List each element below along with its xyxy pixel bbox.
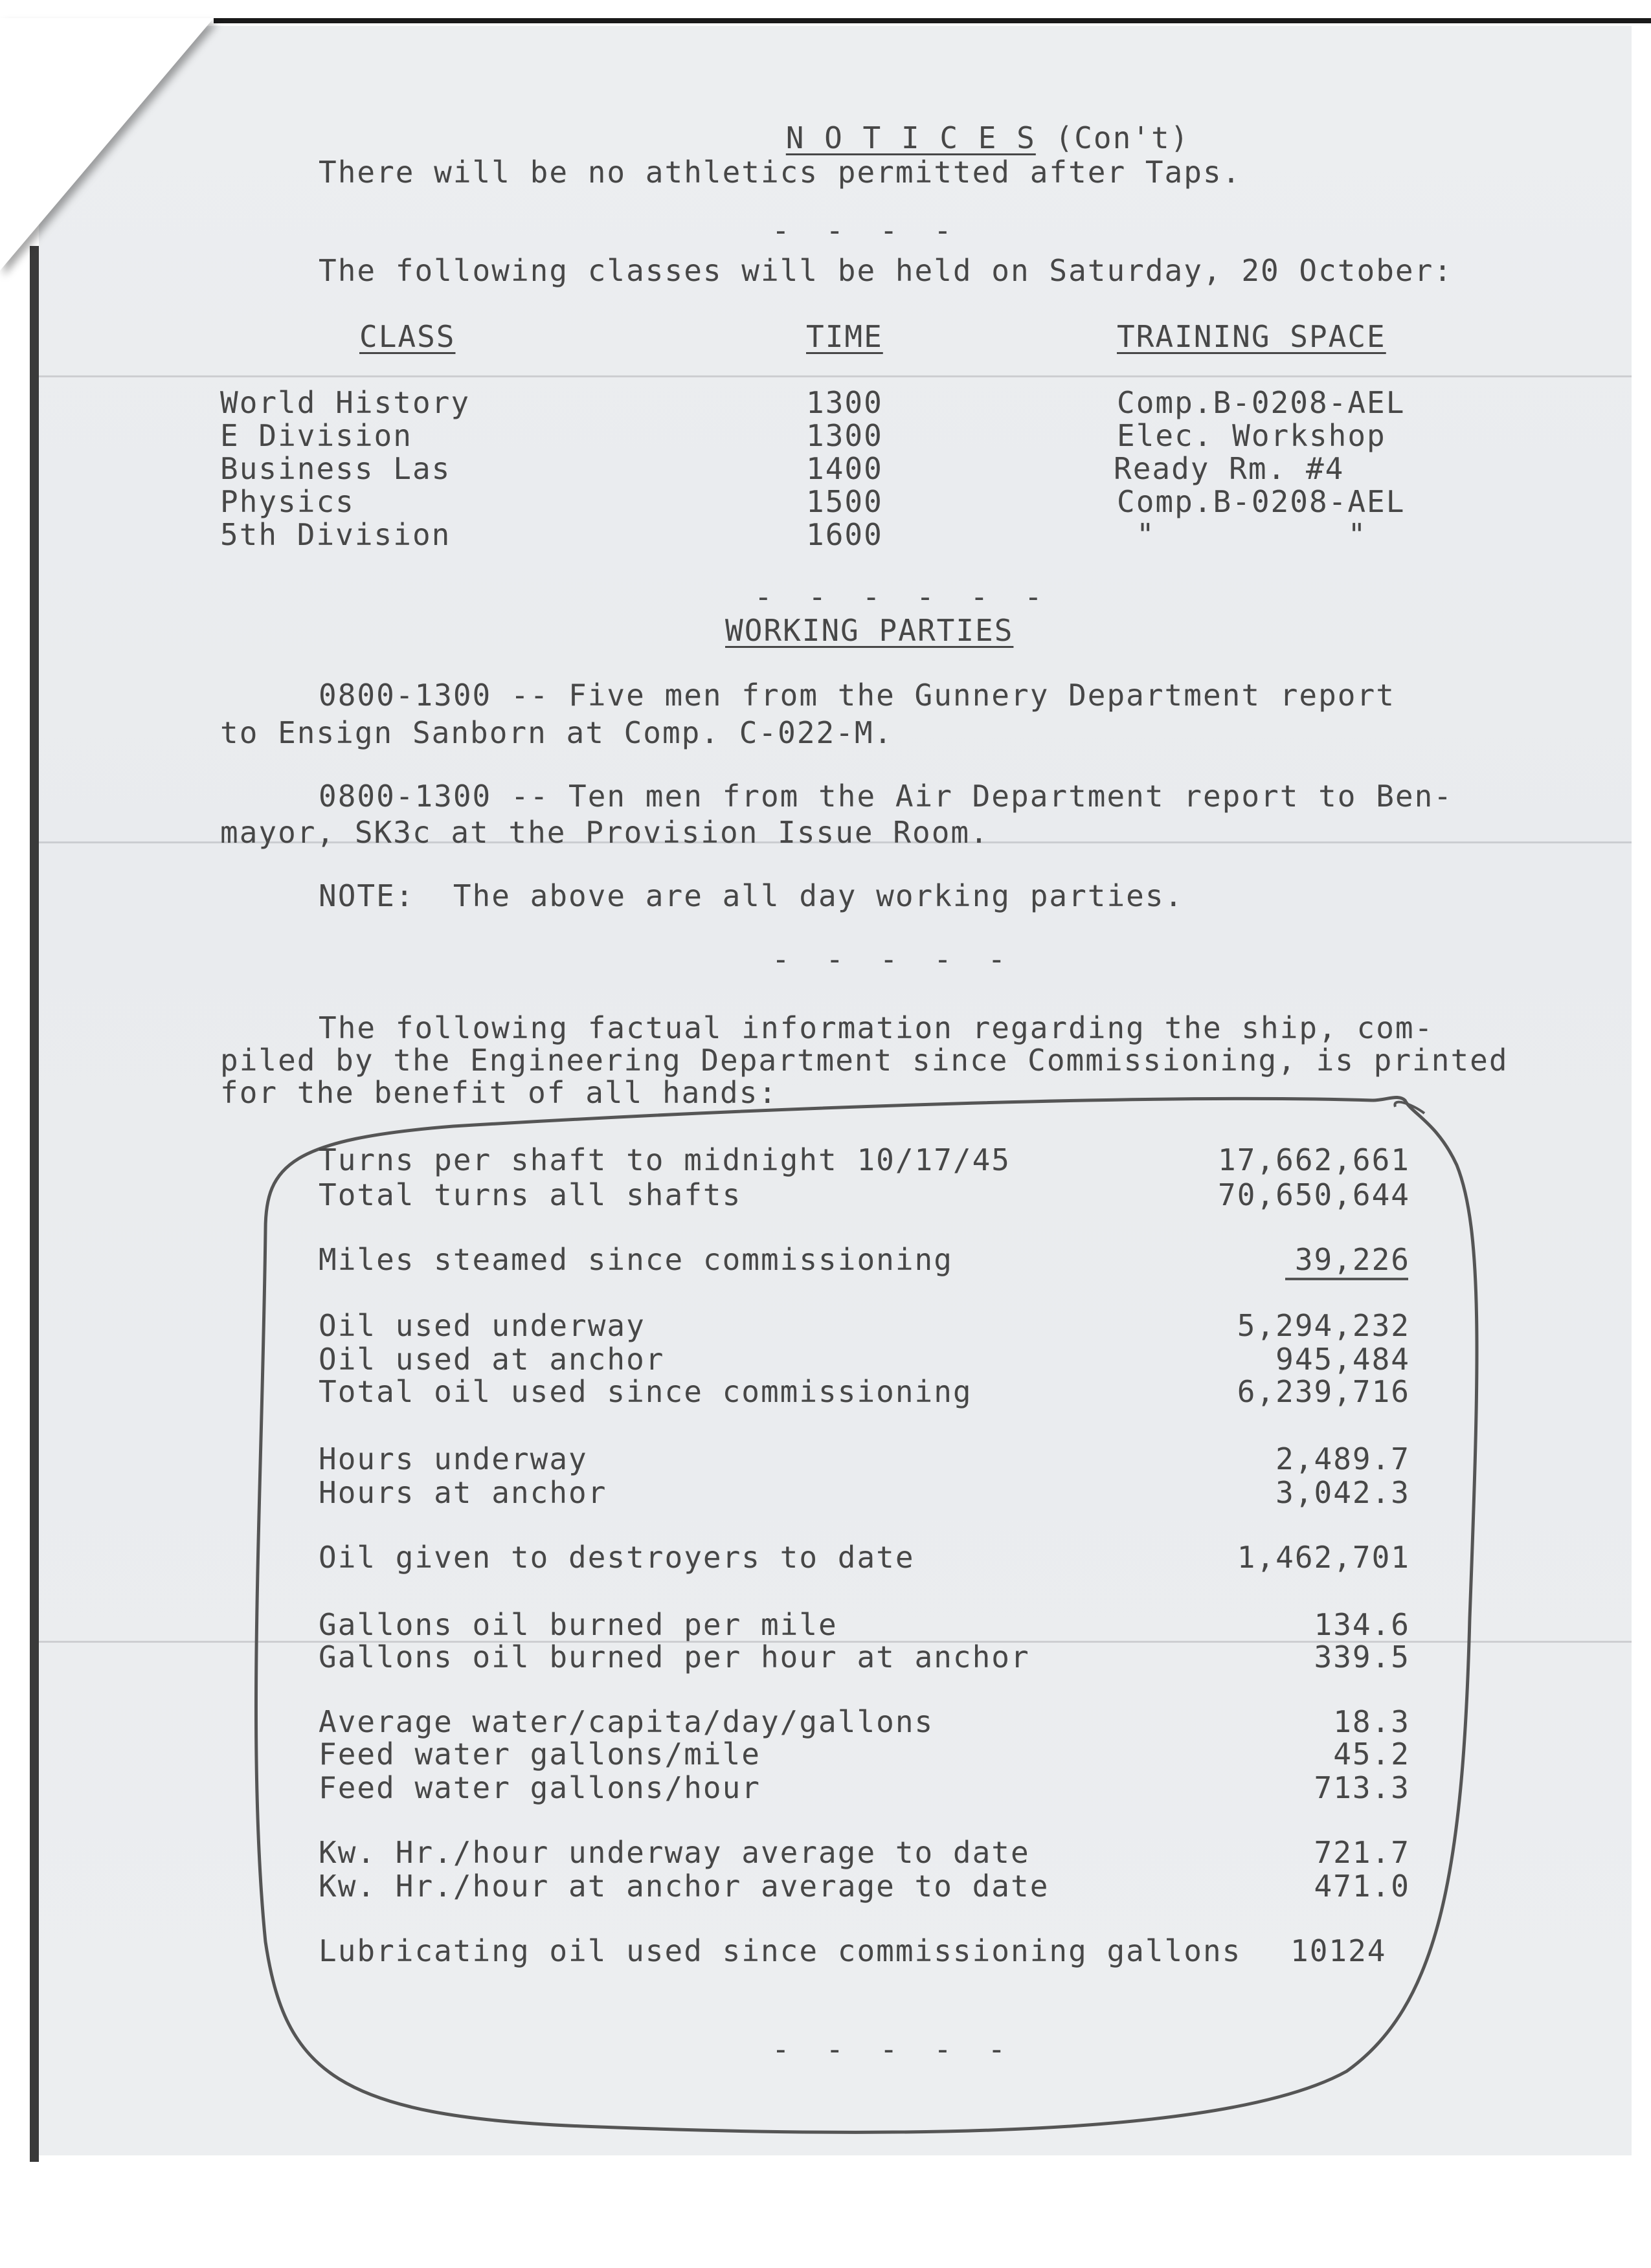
stat-value: 18.3 xyxy=(1333,1704,1410,1739)
stat-value: 2,489.7 xyxy=(1275,1441,1410,1476)
stat-value: 70,650,644 xyxy=(1218,1177,1410,1212)
separator: - - - - xyxy=(772,213,961,248)
stat-label: Total turns all shafts xyxy=(319,1177,742,1212)
stat-value: 713.3 xyxy=(1314,1770,1410,1805)
factual-intro-line1: The following factual information regarding the ship, com- xyxy=(319,1010,1434,1045)
stat-label: Hours underway xyxy=(319,1441,588,1476)
stat-value: 1,462,701 xyxy=(1237,1540,1410,1575)
separator: - - - - - xyxy=(772,2032,1015,2067)
class-name: World History xyxy=(220,385,471,420)
separator: - - - - - xyxy=(772,942,1015,977)
stat-label: Feed water gallons/hour xyxy=(319,1770,761,1805)
class-time: 1600 xyxy=(806,517,883,552)
factual-intro-line2: piled by the Engineering Department since Commissioning, is printed xyxy=(220,1043,1509,1078)
stat-label: Kw. Hr./hour at anchor average to date xyxy=(319,1869,1050,1904)
working-party-1-line1: 0800-1300 -- Five men from the Gunnery Department report xyxy=(319,678,1395,713)
column-header-time: TIME xyxy=(806,319,883,354)
class-name: E Division xyxy=(220,418,412,453)
stat-label: Oil used underway xyxy=(319,1308,646,1343)
athletics-notice: There will be no athletics permitted after Taps. xyxy=(319,155,1242,190)
classes-intro: The following classes will be held on Saturday, 20 October: xyxy=(319,253,1453,288)
working-party-1-line2: to Ensign Sanborn at Comp. C-022-M. xyxy=(220,715,893,750)
class-time: 1300 xyxy=(806,418,883,453)
column-header-class: CLASS xyxy=(359,319,456,354)
title-continued: (Con't) xyxy=(1055,120,1190,155)
stat-label: Oil given to destroyers to date xyxy=(319,1540,915,1575)
class-space-ditto: " " xyxy=(1136,517,1367,552)
stat-label: Gallons oil burned per hour at anchor xyxy=(319,1640,1030,1674)
class-space: Ready Rm. #4 xyxy=(1114,451,1345,486)
title-notices: N O T I C E S xyxy=(785,120,1036,155)
class-time: 1400 xyxy=(806,451,883,486)
class-name: Business Las xyxy=(220,451,451,486)
class-space: Comp.B-0208-AEL xyxy=(1117,385,1406,420)
stat-label: Miles steamed since commissioning xyxy=(319,1242,953,1277)
stat-value: 45.2 xyxy=(1333,1737,1410,1772)
stat-label: Turns per shaft to midnight 10/17/45 xyxy=(319,1142,1011,1177)
stat-value: 945,484 xyxy=(1275,1342,1410,1377)
separator: - - - - - - xyxy=(754,579,1051,614)
working-parties-heading: WORKING PARTIES xyxy=(725,613,1014,648)
stat-label: Gallons oil burned per mile xyxy=(319,1607,838,1642)
stat-value: 339.5 xyxy=(1314,1640,1410,1674)
stat-value: 134.6 xyxy=(1314,1607,1410,1642)
stat-value: 39,226 xyxy=(1294,1242,1410,1277)
stat-value: 5,294,232 xyxy=(1237,1308,1410,1343)
stat-value: 721.7 xyxy=(1314,1835,1410,1870)
stat-label: Kw. Hr./hour underway average to date xyxy=(319,1835,1030,1870)
stat-value: 471.0 xyxy=(1314,1869,1410,1904)
stat-label: Average water/capita/day/gallons xyxy=(319,1704,934,1739)
stat-value: 3,042.3 xyxy=(1275,1475,1410,1510)
stat-label: Lubricating oil used since commissioning gallons xyxy=(319,1933,1242,1968)
stat-label: Total oil used since commissioning xyxy=(319,1374,972,1409)
class-name: Physics xyxy=(220,484,355,519)
class-name: 5th Division xyxy=(220,517,451,552)
class-space: Elec. Workshop xyxy=(1117,418,1386,453)
stat-value: 6,239,716 xyxy=(1237,1374,1410,1409)
stat-label: Feed water gallons/mile xyxy=(319,1737,761,1772)
working-parties-note: NOTE: The above are all day working parties. xyxy=(319,878,1184,913)
working-party-2-line2: mayor, SK3c at the Provision Issue Room. xyxy=(220,815,989,850)
column-header-training-space: TRAINING SPACE xyxy=(1117,319,1386,354)
stat-label: Oil used at anchor xyxy=(319,1342,665,1377)
stat-value: 10124 xyxy=(1290,1933,1387,1968)
stat-label: Hours at anchor xyxy=(319,1475,607,1510)
class-time: 1500 xyxy=(806,484,883,519)
factual-intro-line3: for the benefit of all hands: xyxy=(220,1075,778,1110)
class-space: Comp.B-0208-AEL xyxy=(1117,484,1406,519)
working-party-2-line1: 0800-1300 -- Ten men from the Air Department report to Ben- xyxy=(319,779,1453,814)
class-time: 1300 xyxy=(806,385,883,420)
stat-value: 17,662,661 xyxy=(1218,1142,1410,1177)
